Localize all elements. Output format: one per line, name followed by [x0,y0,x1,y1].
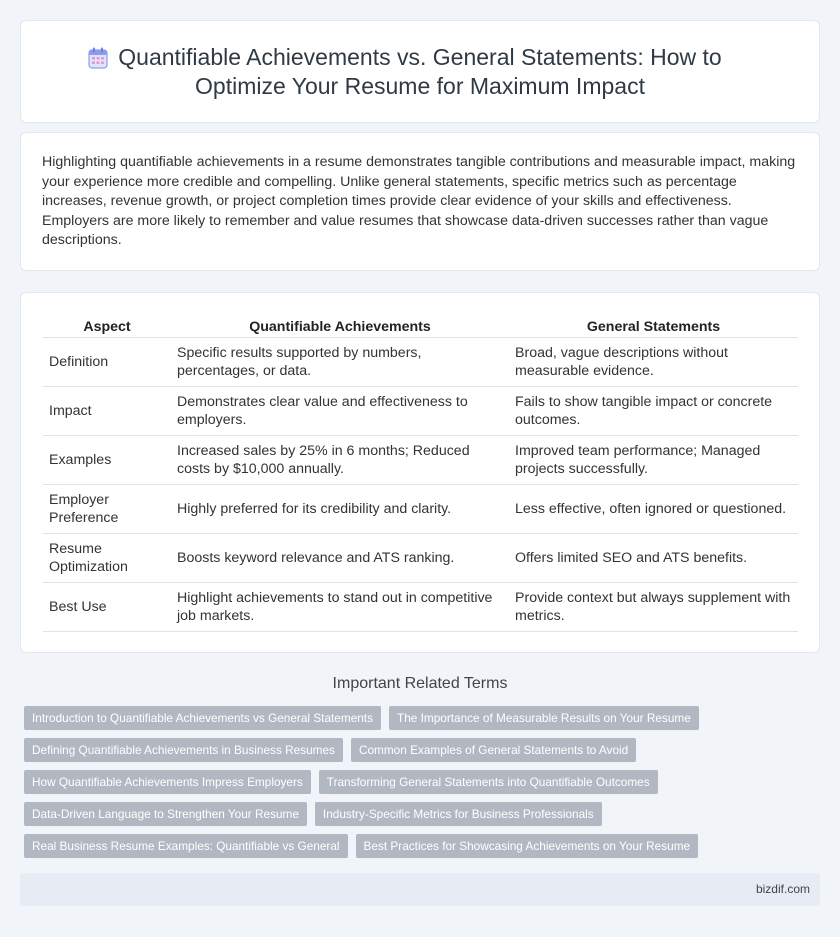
related-term-link[interactable]: Real Business Resume Examples: Quantifiable vs General [24,834,348,858]
header-card [20,20,820,123]
row-quantifiable: Highlight achievements to stand out in competitive job markets. [171,582,509,631]
row-general: Provide context but always supplement with metrics. [509,582,798,631]
header-aspect: Aspect [43,316,171,337]
header-general: General Statements [509,316,798,337]
header-quantifiable: Quantifiable Achievements [171,316,509,337]
related-term-link[interactable]: Transforming General Statements into Quantifiable Outcomes [319,770,658,794]
table-row [43,582,798,631]
row-quantifiable: Increased sales by 25% in 6 months; Reduced costs by $10,000 annually. [171,435,509,484]
related-term-link[interactable]: Introduction to Quantifiable Achievements vs General Statements [24,706,381,730]
row-general: Broad, vague descriptions without measurable evidence. [509,337,798,386]
row-aspect: Employer Preference [43,484,171,533]
row-quantifiable: Boosts keyword relevance and ATS ranking. [171,533,509,582]
site-link[interactable]: bizdif.com [755,882,810,896]
row-general: Offers limited SEO and ATS benefits. [509,533,798,582]
row-quantifiable: Demonstrates clear value and effectiveness to employers. [171,386,509,435]
related-terms-list [24,706,724,866]
related-term-link[interactable]: Common Examples of General Statements to Avoid [351,738,636,762]
related-terms-title: Important Related Terms [332,675,508,692]
table-row [43,484,798,533]
intro-card [20,132,820,271]
related-term-link[interactable]: Best Practices for Showcasing Achievements on Your Resume [356,834,699,858]
row-general: Improved team performance; Managed projects successfully. [509,435,798,484]
row-general: Less effective, often ignored or questioned. [509,484,798,533]
row-aspect: Impact [43,386,171,435]
related-term-link[interactable]: How Quantifiable Achievements Impress Employers [24,770,311,794]
page-title: Quantifiable Achievements vs. General Statements: How to Optimize Your Resume for Maximum Impact [118,44,722,99]
row-aspect: Resume Optimization [43,533,171,582]
row-quantifiable: Specific results supported by numbers, percentages, or data. [171,337,509,386]
table-row [43,533,798,582]
intro-paragraph: Highlighting quantifiable achievements in a resume demonstrates tangible contributions and measurable impact, making your experience more credible and compelling. Unlike general statements, specific metrics such as percentage increases, revenue growth, or project completion times provide clear evidence of your skills and effectiveness. Employers are more likely to remember and value resumes that showcase data-driven successes rather than vague descriptions. [42,154,796,248]
footer [20,873,820,906]
table-header-row [43,316,798,337]
comparison-card [20,292,820,653]
table-row [43,337,798,386]
row-general: Fails to show tangible impact or concrete outcomes. [509,386,798,435]
related-term-link[interactable]: Defining Quantifiable Achievements in Business Resumes [24,738,343,762]
row-aspect: Definition [43,337,171,386]
table-row [43,435,798,484]
comparison-table [43,316,798,632]
row-aspect: Examples [43,435,171,484]
related-term-link[interactable]: Industry-Specific Metrics for Business Professionals [315,802,602,826]
related-term-link[interactable]: The Importance of Measurable Results on Your Resume [389,706,699,730]
table-row [43,386,798,435]
row-quantifiable: Highly preferred for its credibility and clarity. [171,484,509,533]
related-term-link[interactable]: Data-Driven Language to Strengthen Your Resume [24,802,307,826]
row-aspect: Best Use [43,582,171,631]
